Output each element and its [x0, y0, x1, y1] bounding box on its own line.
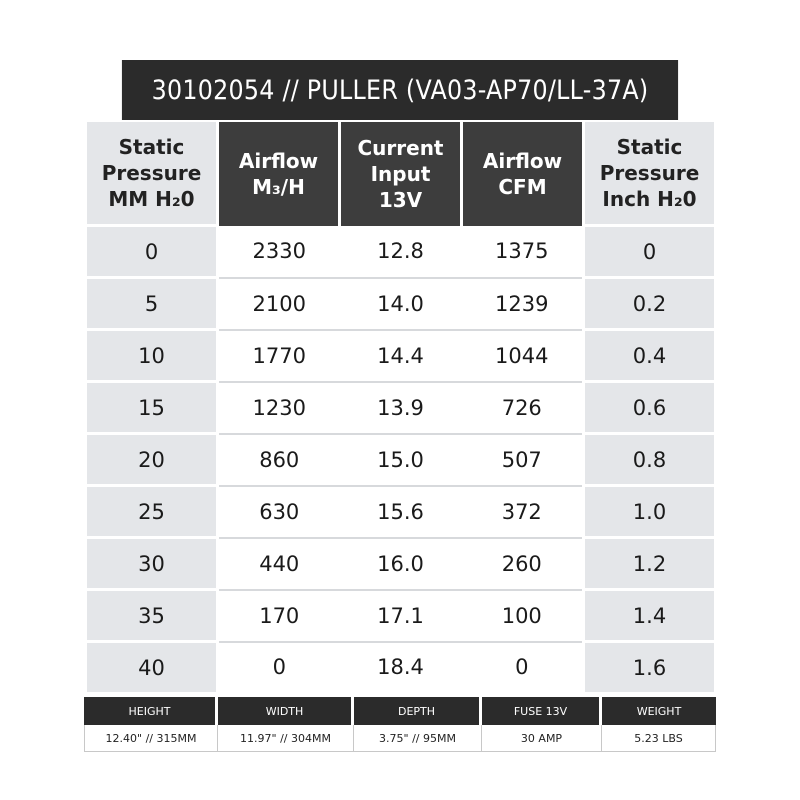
spec-value-width: 11.97" // 304MM — [218, 725, 354, 751]
table-row — [86, 538, 716, 590]
cell-airflow_m3h: 1770 — [218, 330, 340, 382]
cell-static_mm: 20 — [86, 434, 218, 486]
cell-static_mm: 15 — [86, 382, 218, 434]
spec-value-fuse: 30 AMP — [482, 725, 602, 751]
cell-current: 15.6 — [340, 486, 462, 538]
table-row — [86, 486, 716, 538]
spec-value-height: 12.40" // 315MM — [84, 725, 218, 751]
cell-static_in: 1.4 — [584, 590, 716, 642]
cell-static_mm: 40 — [86, 642, 218, 693]
cell-airflow_m3h: 440 — [218, 538, 340, 590]
spec-label-width: WIDTH — [218, 697, 354, 725]
column-header-line: Pressure — [101, 161, 202, 185]
column-header-line: Static — [616, 135, 683, 159]
cell-airflow_cfm: 100 — [462, 590, 584, 642]
table-row — [86, 226, 716, 278]
header-row — [86, 122, 716, 226]
cell-current: 18.4 — [340, 642, 462, 693]
table-row — [86, 278, 716, 330]
column-header-line: Airflow — [238, 148, 319, 173]
cell-airflow_cfm: 726 — [462, 382, 584, 434]
column-header-static_in — [584, 122, 716, 226]
cell-static_in: 0 — [584, 226, 716, 278]
cell-static_in: 0.2 — [584, 278, 716, 330]
cell-airflow_cfm: 1375 — [462, 226, 584, 278]
column-header-line: Current — [357, 135, 444, 160]
cell-airflow_m3h: 2100 — [218, 278, 340, 330]
spec-value-weight: 5.23 LBS — [602, 725, 716, 751]
spec-values-row — [84, 725, 716, 752]
column-header-line: Inch H₂0 — [602, 187, 697, 211]
cell-static_mm: 0 — [86, 226, 218, 278]
spec-label-fuse: FUSE 13V — [482, 697, 602, 725]
cell-current: 17.1 — [340, 590, 462, 642]
spec-label-height: HEIGHT — [84, 697, 218, 725]
cell-static_mm: 30 — [86, 538, 218, 590]
cell-airflow_cfm: 1239 — [462, 278, 584, 330]
cell-static_mm: 5 — [86, 278, 218, 330]
cell-static_mm: 10 — [86, 330, 218, 382]
cell-airflow_m3h: 1230 — [218, 382, 340, 434]
table-row — [86, 330, 716, 382]
column-header-static_mm — [86, 122, 218, 226]
cell-airflow_cfm: 507 — [462, 434, 584, 486]
cell-current: 12.8 — [340, 226, 462, 278]
cell-current: 15.0 — [340, 434, 462, 486]
cell-airflow_cfm: 1044 — [462, 330, 584, 382]
column-header-airflow_cfm — [462, 122, 584, 226]
cell-static_in: 1.6 — [584, 642, 716, 693]
column-header-line: Static — [118, 135, 185, 159]
cell-static_in: 0.4 — [584, 330, 716, 382]
column-header-line: Airflow — [482, 148, 563, 173]
cell-current: 14.4 — [340, 330, 462, 382]
cell-static_in: 1.0 — [584, 486, 716, 538]
cell-airflow_cfm: 372 — [462, 486, 584, 538]
cell-static_mm: 25 — [86, 486, 218, 538]
table-row — [86, 382, 716, 434]
spec-sheet — [84, 60, 716, 752]
table-body — [86, 226, 716, 693]
performance-table — [84, 122, 717, 692]
cell-airflow_m3h: 860 — [218, 434, 340, 486]
column-header-line: MM H₂0 — [108, 187, 195, 211]
spec-labels-row — [84, 697, 716, 725]
table-row — [86, 590, 716, 642]
table-title: 30102054 // PULLER (VA03-AP70/LL-37A) — [122, 60, 678, 120]
spec-label-depth: DEPTH — [354, 697, 482, 725]
column-header-airflow_m3h — [218, 122, 340, 226]
cell-static_in: 0.6 — [584, 382, 716, 434]
cell-airflow_cfm: 0 — [462, 642, 584, 693]
table-row — [86, 434, 716, 486]
column-header-line: Pressure — [599, 161, 700, 185]
spec-value-depth: 3.75" // 95MM — [354, 725, 482, 751]
cell-current: 13.9 — [340, 382, 462, 434]
table-row — [86, 642, 716, 693]
column-header-line: CFM — [498, 174, 547, 199]
cell-airflow_cfm: 260 — [462, 538, 584, 590]
cell-airflow_m3h: 630 — [218, 486, 340, 538]
cell-current: 14.0 — [340, 278, 462, 330]
cell-airflow_m3h: 0 — [218, 642, 340, 693]
column-header-line: M₃/H — [252, 174, 305, 199]
cell-static_in: 0.8 — [584, 434, 716, 486]
cell-static_in: 1.2 — [584, 538, 716, 590]
cell-airflow_m3h: 2330 — [218, 226, 340, 278]
spec-label-weight: WEIGHT — [602, 697, 716, 725]
cell-current: 16.0 — [340, 538, 462, 590]
column-header-line: Input — [370, 161, 431, 186]
column-header-current — [340, 122, 462, 226]
column-header-line: 13V — [378, 187, 423, 212]
cell-airflow_m3h: 170 — [218, 590, 340, 642]
cell-static_mm: 35 — [86, 590, 218, 642]
